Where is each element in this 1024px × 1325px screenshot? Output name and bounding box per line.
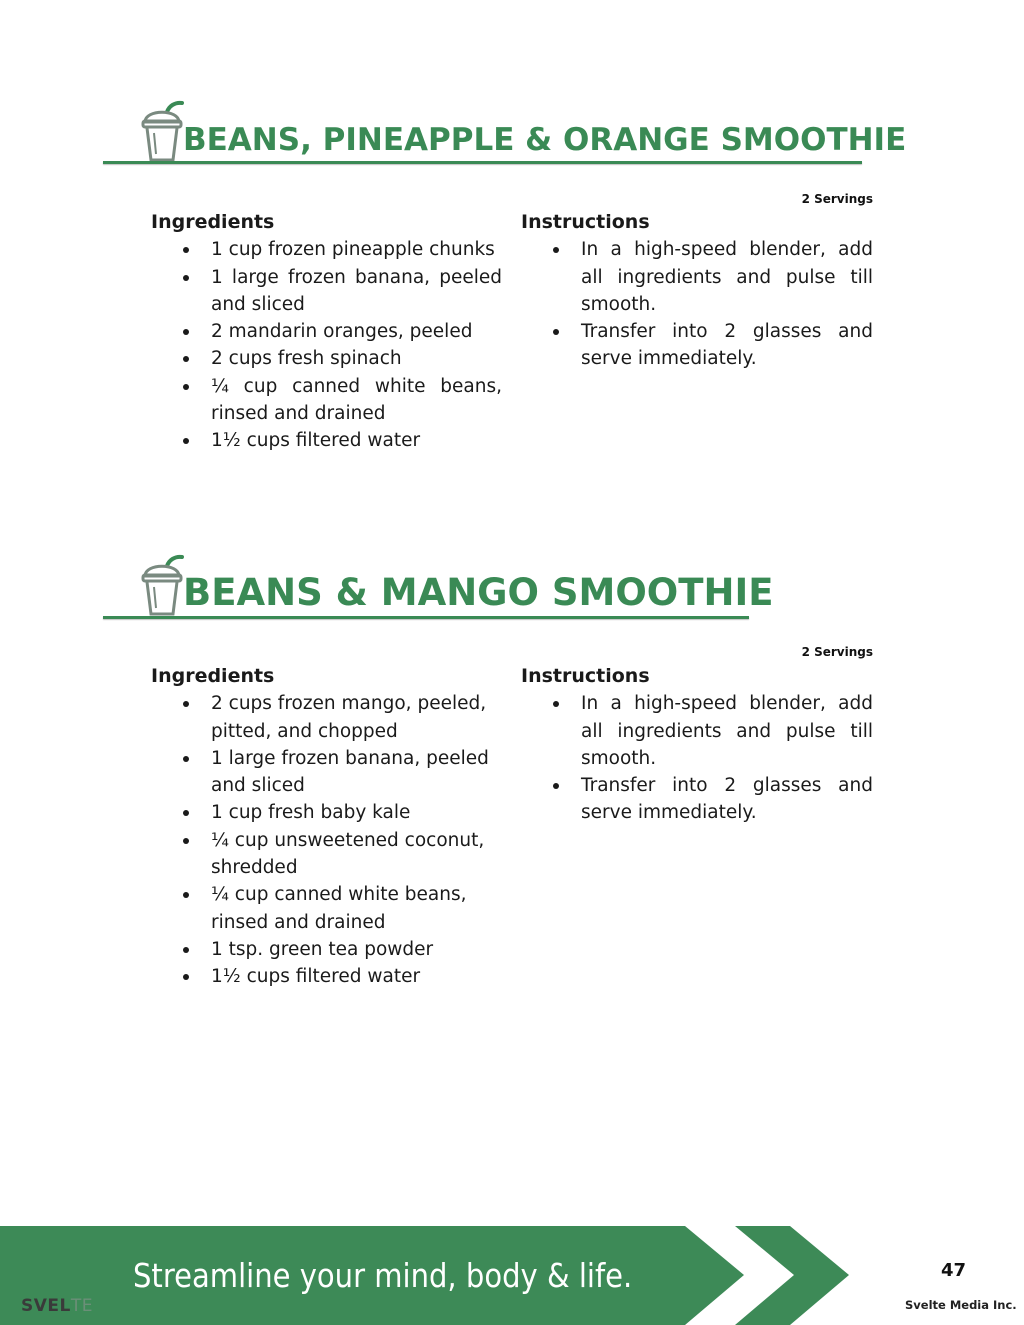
instructions-list [521,690,873,826]
list-item: 2 cups frozen mango, peeled, pitted, and chopped [151,690,502,745]
servings-label: 2 Servings [801,192,873,206]
list-item: 2 cups fresh spinach [151,345,502,372]
servings-label: 2 Servings [801,645,873,659]
ingredients-list [151,236,502,454]
ingredients-list [151,690,502,990]
instructions-column [521,209,873,373]
brand-logo [21,1296,93,1316]
page-number: 47 [941,1260,967,1281]
list-item: 1½ cups filtered water [151,427,502,454]
brand-logo-part1: SVEL [21,1296,71,1316]
list-item: 1 tsp. green tea powder [151,936,502,963]
list-item: 1 large frozen banana, peeled and sliced [151,745,502,800]
list-item: Transfer into 2 glasses and serve immediately. [521,772,873,827]
brand-logo-part2: TE [70,1296,93,1316]
smoothie-cup-icon [141,100,185,164]
list-item: ¼ cup unsweetened coconut, shredded [151,827,502,882]
list-item: 1 cup fresh baby kale [151,799,502,826]
list-item: 1 cup frozen pineapple chunks [151,236,502,263]
smoothie-cup-icon [141,554,185,618]
page-footer [0,1226,1024,1325]
company-name: Svelte Media Inc. [905,1298,1017,1312]
recipe-title: BEANS & MANGO SMOOTHIE [183,571,774,614]
recipe-title: BEANS, PINEAPPLE & ORANGE SMOOTHIE [183,122,907,158]
list-item: 2 mandarin oranges, peeled [151,318,502,345]
list-item: ¼ cup canned white beans, rinsed and drained [151,881,502,936]
ingredients-column [151,209,502,455]
list-item: ¼ cup canned white beans, rinsed and drained [151,373,502,428]
title-underline [103,161,862,164]
ingredients-heading: Ingredients [151,665,275,687]
list-item: Transfer into 2 glasses and serve immediately. [521,318,873,373]
list-item: 1½ cups filtered water [151,963,502,990]
ingredients-column [151,663,502,991]
instructions-list [521,236,873,372]
list-item: In a high-speed blender, add all ingredients and pulse till smooth. [521,690,873,772]
instructions-column [521,663,873,827]
instructions-heading: Instructions [521,665,650,687]
ingredients-heading: Ingredients [151,211,275,233]
footer-tagline: Streamline your mind, body & life. [133,1256,633,1295]
instructions-heading: Instructions [521,211,650,233]
list-item: 1 large frozen banana, peeled and sliced [151,264,502,319]
title-underline [103,616,749,619]
list-item: In a high-speed blender, add all ingredients and pulse till smooth. [521,236,873,318]
